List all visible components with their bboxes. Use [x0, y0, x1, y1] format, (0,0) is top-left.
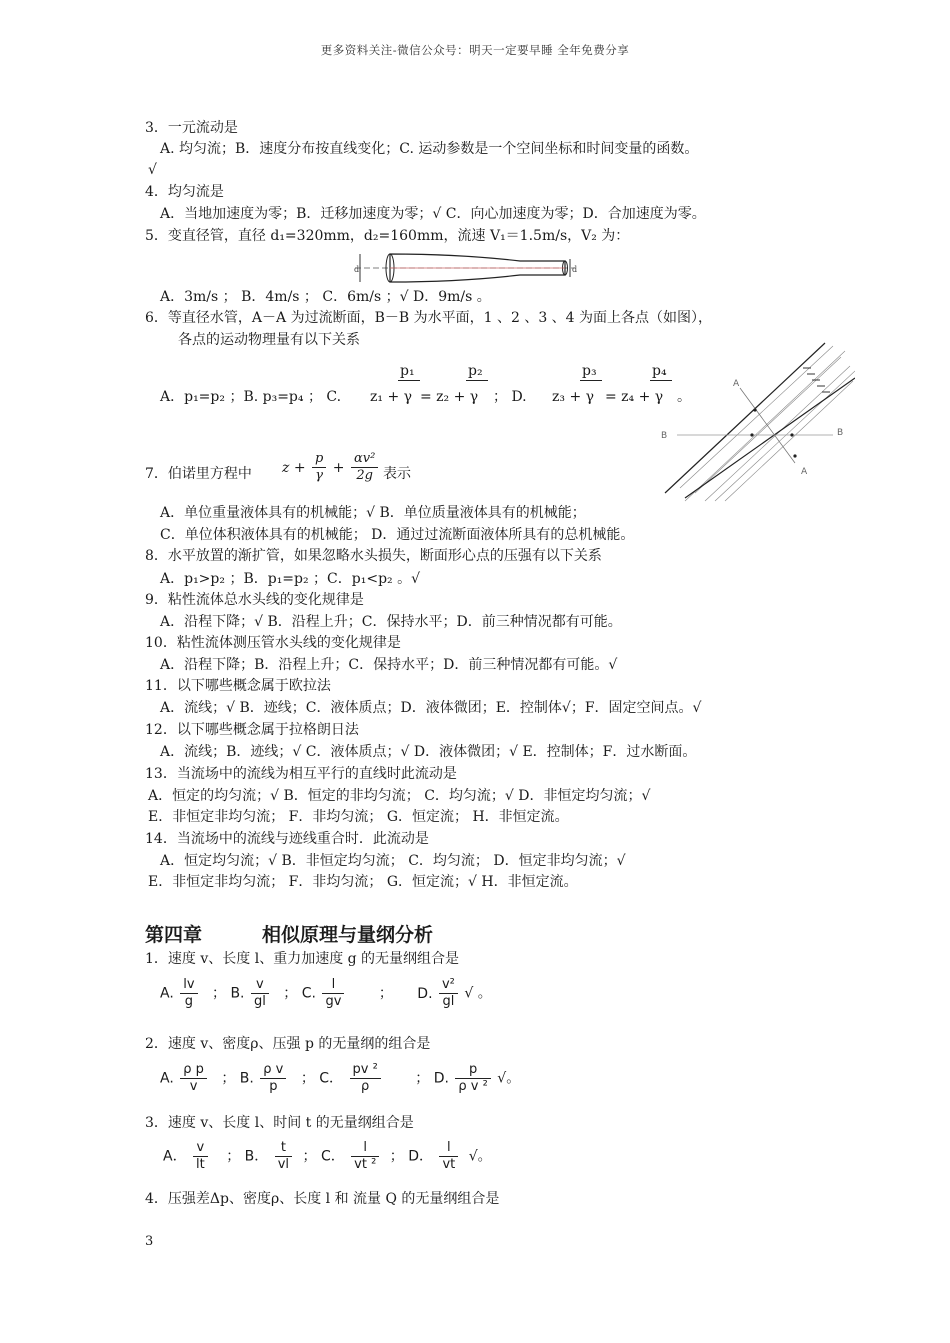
question-4: 4．均匀流是 [145, 184, 224, 200]
question-14-options-b: E．非恒定非均匀流； F．非均匀流； G．恒定流；√ H．非恒定流。 [148, 874, 578, 890]
question-7-options-b: C．单位体积液体具有的机械能； D．通过过流断面液体所具有的总机械能。 [160, 527, 635, 543]
bernoulli-p: p [312, 451, 326, 468]
svg-text:d: d [572, 265, 578, 274]
q1-opt-a-frac [180, 977, 197, 1010]
q3-opt-c-den: vt ² [354, 1157, 377, 1172]
pipe-diagram [350, 248, 580, 288]
question-4-options: A．当地加速度为零；B．迁移加速度为零；√ C．向心加速度为零；D．合加速度为零。 [160, 206, 706, 222]
question-9-options: A．沿程下降；√ B．沿程上升；C．保持水平；D．前三种情况都有可能。 [160, 614, 622, 630]
q1-opt-c-frac [322, 977, 344, 1010]
q6-p3: p₃ [582, 363, 597, 379]
q1-opt-d-den: gl [442, 994, 455, 1009]
q1-opt-c-den: gv [325, 994, 342, 1009]
q3-opt-d-post: √。 [468, 1148, 492, 1165]
q2-opt-b-post: ； [300, 1070, 315, 1087]
q1-opt-c-post: ； [378, 985, 393, 1002]
q3-opt-a-num: v [193, 1140, 208, 1157]
q2-opt-c-pre: C． [319, 1070, 344, 1087]
page-header: 更多资料关注-微信公众号：明天一定要早睡 全年免费分享 [320, 43, 630, 57]
q1-opt-d-frac [439, 977, 458, 1010]
chapter-title: 相似原理与量纲分析 [262, 924, 434, 946]
q3-opt-b-num: t [275, 1140, 292, 1157]
q2-opt-d-num: p [455, 1062, 490, 1079]
q1-opt-c-pre: C. [301, 985, 316, 1002]
question-14-options-a: A．恒定均匀流；√ B．非恒定均匀流； C．均匀流； D．恒定非均匀流；√ [160, 853, 626, 869]
question-13-options-a: A．恒定的均匀流；√ B．恒定的非均匀流； C．均匀流；√ D．非恒定均匀流；√ [148, 788, 651, 804]
q2-opt-a-frac [180, 1062, 207, 1095]
q3-opt-d-num: l [439, 1140, 458, 1157]
question-14: 14．当流场中的流线与迹线重合时．此流动是 [145, 831, 429, 847]
figure-label-A2: A [801, 467, 808, 477]
bernoulli-av2: αv² [351, 451, 378, 468]
q1-opt-d-num: v² [439, 977, 458, 994]
question-5-options: A．3m/s ； B．4m/s ； C．6m/s ；√ D．9m/s 。 [160, 289, 491, 305]
q3-opt-c-frac [351, 1140, 379, 1173]
q2-opt-b-den: p [269, 1079, 278, 1094]
chapter-number: 第四章 [145, 924, 203, 946]
q6-bar1 [398, 380, 420, 381]
q1-opt-b-pre: B. [230, 985, 245, 1002]
q3-opt-d-frac [439, 1140, 458, 1173]
ch4-question-1: 1．速度 v、长度 l、重力加速度 g 的无量纲组合是 [145, 951, 460, 967]
q6-d-left: z₃ + γ [552, 389, 594, 405]
question-5: 5．变直径管，直径 d₁=320mm，d₂=160mm，流速 V₁＝1.5m/s，V₂ 为： [145, 228, 630, 244]
figure-label-B1: B [661, 431, 668, 441]
q6-c-right: = z₂ + γ [420, 389, 479, 405]
q2-opt-c-frac [350, 1062, 381, 1095]
q3-opt-a-den: lt [196, 1157, 205, 1172]
q3-opt-d-pre: D． [408, 1148, 433, 1165]
q2-opt-c-num: pv ² [350, 1062, 381, 1079]
q3-opt-c-num: l [351, 1140, 379, 1157]
q2-opt-d-frac [455, 1062, 490, 1095]
q1-opt-c-num: l [322, 977, 344, 994]
q3-opt-d-den: vt [442, 1157, 456, 1172]
q1-opt-a-pre: A. [160, 985, 174, 1002]
question-3: 3．一元流动是 [145, 120, 238, 136]
q3-opt-a-pre: A． [163, 1148, 187, 1165]
question-12-options: A．流线；B．迹线；√ C．液体质点；√ D．液体微团；√ E．控制体；F．过水断面。 [160, 744, 697, 760]
q3-opt-c-pre: C． [320, 1148, 345, 1165]
q1-opt-b-frac [251, 977, 269, 1010]
q2-opt-c-post: ； [415, 1070, 430, 1087]
ch4-question-3: 3．速度 v、长度 l、时间 t 的无量纲组合是 [145, 1115, 414, 1131]
q3-opt-a-frac [193, 1140, 208, 1173]
q2-opt-d-post: √。 [497, 1070, 521, 1087]
q1-opt-b-den: gl [253, 994, 266, 1009]
q1-opt-b-num: v [251, 977, 269, 994]
q6-bar3 [580, 380, 602, 381]
figure-label-B2: B [837, 428, 844, 438]
q3-opt-a-post: ； [226, 1148, 241, 1165]
question-13: 13．当流场中的流线为相互平行的直线时此流动是 [145, 766, 457, 782]
q2-opt-a-num: ρ p [180, 1062, 207, 1079]
q3-opt-b-pre: B． [244, 1148, 269, 1165]
q2-opt-d-den: ρ v ² [458, 1079, 488, 1094]
ch4-q2-options [160, 1062, 520, 1095]
question-10: 10．粘性流体测压管水头线的变化规律是 [145, 635, 401, 651]
q2-opt-d-pre: D. [433, 1070, 449, 1087]
q3-opt-b-frac [275, 1140, 292, 1173]
question-12: 12．以下哪些概念属于拉格朗日法 [145, 722, 359, 738]
ch4-q1-options [160, 977, 492, 1010]
q2-opt-a-post: ； [221, 1070, 236, 1087]
q6-p4: p₄ [652, 363, 667, 379]
question-6-end: 。 [677, 389, 691, 405]
q3-opt-b-post: ； [302, 1148, 317, 1165]
figure-label-A1: A [733, 379, 740, 389]
question-8: 8．水平放置的渐扩管，如果忽略水头损失，断面形心点的压强有以下关系 [145, 548, 602, 564]
inclined-pipe-figure [655, 338, 855, 503]
q3-opt-c-post: ； [389, 1148, 404, 1165]
ch4-q3-options [163, 1140, 492, 1173]
q2-opt-b-frac [260, 1062, 286, 1095]
bernoulli-expression [282, 451, 380, 484]
q6-bar2 [466, 380, 488, 381]
question-11-options: A．流线；√ B．迹线；C．液体质点；D．液体微团；E．控制体√；F．固定空间点。√ [160, 700, 702, 716]
q3-opt-b-den: vl [277, 1157, 290, 1172]
q1-opt-b-post: ； [283, 985, 298, 1002]
question-6: 6．等直径水管，A－A 为过流断面，B－B 为水平面，1 、2 、3 、4 为面上各点（如图）， [145, 310, 713, 326]
question-11: 11．以下哪些概念属于欧拉法 [145, 678, 331, 694]
q2-opt-c-den: ρ [361, 1079, 370, 1094]
question-7-post: 表示 [383, 466, 411, 482]
bernoulli-p-frac [312, 451, 326, 484]
svg-text:d: d [354, 265, 360, 274]
q6-d-right: = z₄ + γ [605, 389, 664, 405]
bernoulli-2g: 2g [356, 468, 373, 483]
bernoulli-v-frac [351, 451, 378, 484]
question-6-cont: 各点的运动物理量有以下关系 [178, 332, 360, 348]
q1-opt-a-num: lv [180, 977, 197, 994]
page-number: 3 [145, 1234, 154, 1249]
question-3-answer: √ [148, 162, 157, 178]
q6-c-left: z₁ + γ [370, 389, 412, 405]
question-13-options-b: E．非恒定非均匀流； F．非均匀流； G．恒定流； H．非恒定流。 [148, 809, 569, 825]
question-9: 9．粘性流体总水头线的变化规律是 [145, 592, 364, 608]
q1-opt-d-post: √ 。 [464, 985, 492, 1002]
q1-opt-a-post: ； [212, 985, 226, 1002]
question-7-pre: 7．伯诺里方程中 [145, 466, 252, 482]
q2-opt-a-pre: A. [160, 1070, 174, 1087]
ch4-question-2: 2．速度 v、密度ρ、压强 p 的无量纲的组合是 [145, 1036, 431, 1052]
q6-p1: p₁ [400, 363, 415, 379]
ch4-question-4: 4．压强差Δp、密度ρ、长度 l 和 流量 Q 的无量纲组合是 [145, 1191, 500, 1207]
bernoulli-gamma: γ [315, 468, 324, 483]
question-6-option-d-label: ； D. [493, 389, 527, 405]
question-7-options-a: A．单位重量液体具有的机械能；√ B．单位质量液体具有的机械能； [160, 505, 586, 521]
q2-opt-b-num: ρ v [260, 1062, 286, 1079]
q1-opt-a-den: g [184, 994, 194, 1009]
q2-opt-a-den: v [189, 1079, 198, 1094]
q1-opt-d-pre: D. [417, 985, 433, 1002]
bernoulli-z: z + [282, 459, 306, 476]
question-8-options: A．p₁>p₂ ；B．p₁=p₂ ；C．p₁<p₂ 。√ [160, 571, 421, 587]
q2-opt-b-pre: B. [239, 1070, 254, 1087]
question-10-options: A．沿程下降；B．沿程上升；C．保持水平；D．前三种情况都有可能。√ [160, 657, 618, 673]
q6-p2: p₂ [468, 363, 483, 379]
bernoulli-plus: + [332, 459, 345, 476]
question-6-options-ab: A．p₁=p₂ ；B. p₃=p₄ ； C. [160, 389, 342, 405]
question-3-options: A. 均匀流；B．速度分布按直线变化；C. 运动参数是一个空间坐标和时间变量的函数。 [160, 141, 699, 157]
